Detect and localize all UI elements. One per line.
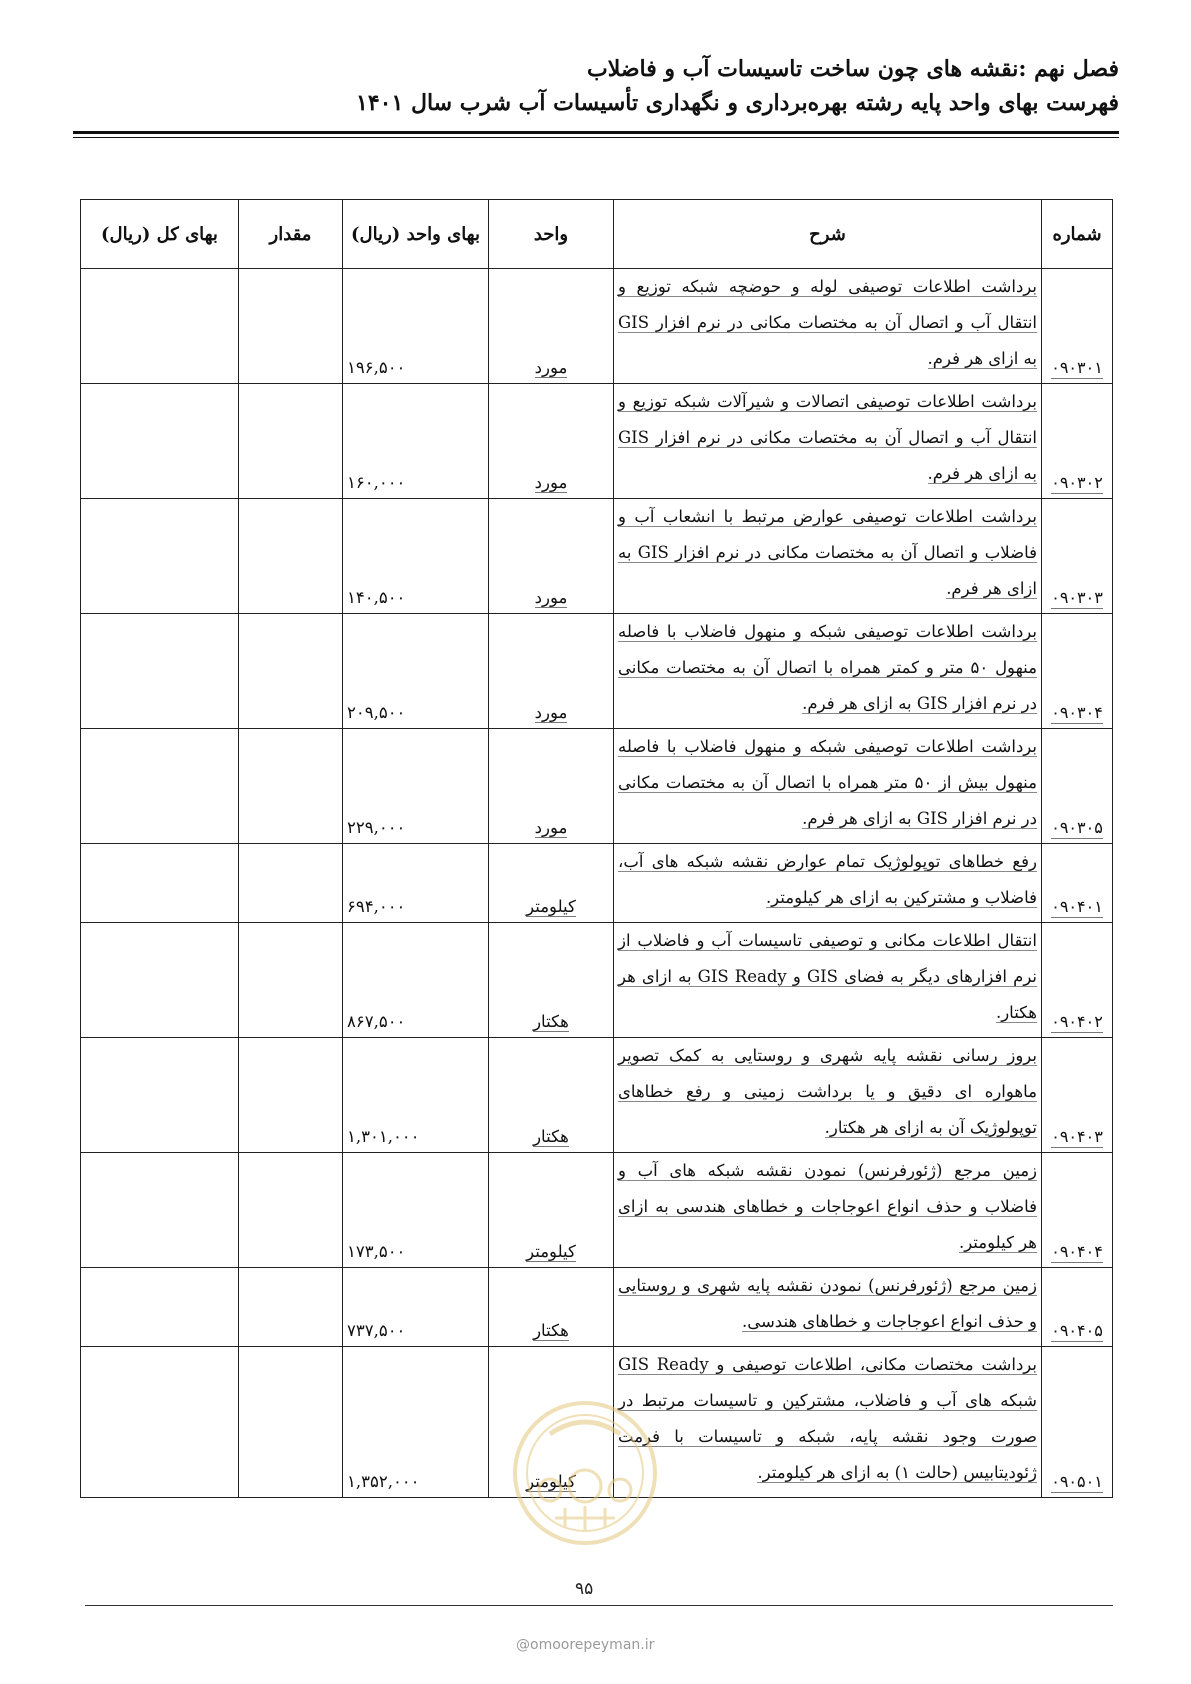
item-code: ۰۹۰۳۰۱ — [1051, 358, 1103, 377]
item-description-cell — [614, 1268, 1042, 1347]
item-description-cell — [614, 1347, 1042, 1498]
page-header — [73, 52, 1119, 120]
item-code: ۰۹۰۴۰۲ — [1051, 1012, 1103, 1031]
item-unit-price: ۲۰۹,۵۰۰ — [343, 614, 489, 729]
column-header-description: شرح — [614, 200, 1042, 269]
item-description-cell — [614, 384, 1042, 499]
table-row — [81, 844, 1113, 923]
item-quantity — [239, 499, 343, 614]
item-unit: کیلومتر — [526, 1242, 576, 1261]
item-code: ۰۹۰۳۰۵ — [1051, 818, 1103, 837]
item-unit-price: ۱,۳۵۲,۰۰۰ — [343, 1347, 489, 1498]
item-total-price — [81, 1347, 239, 1498]
item-description: زمین مرجع (ژئورفرنس) نمودن نقشه پایه شهری و روستایی و حذف انواع اعوجاجات و خطاهای هندسی. — [618, 1276, 1037, 1331]
item-quantity — [239, 844, 343, 923]
item-total-price — [81, 729, 239, 844]
table-row — [81, 1268, 1113, 1347]
item-unit: کیلومتر — [526, 897, 576, 916]
item-code-cell — [1042, 729, 1113, 844]
item-code-cell — [1042, 1153, 1113, 1268]
item-description: زمین مرجع (ژئورفرنس) نمودن نقشه شبکه های آب و فاضلاب و حذف انواع اعوجاجات و خطاهای هندسی به ازای هر کیلومتر. — [618, 1161, 1037, 1252]
item-unit-cell — [489, 614, 614, 729]
item-total-price — [81, 614, 239, 729]
table-row — [81, 614, 1113, 729]
table-row — [81, 729, 1113, 844]
item-unit: مورد — [534, 818, 568, 837]
column-header-unit: واحد — [489, 200, 614, 269]
item-unit: هکتار — [533, 1321, 569, 1340]
item-unit-price: ۱,۳۰۱,۰۰۰ — [343, 1038, 489, 1153]
header-rule-thin — [73, 137, 1119, 138]
item-total-price — [81, 844, 239, 923]
chapter-title: فصل نهم :نقشه های چون ساخت تاسیسات آب و فاضلاب — [587, 56, 1119, 82]
item-unit-price: ۱۹۶,۵۰۰ — [343, 269, 489, 384]
column-header-quantity: مقدار — [239, 200, 343, 269]
header-rule-thick — [73, 131, 1119, 134]
publisher-seal-logo — [510, 1398, 660, 1548]
item-quantity — [239, 1347, 343, 1498]
item-code: ۰۹۰۳۰۴ — [1051, 703, 1103, 722]
item-code-cell — [1042, 1347, 1113, 1498]
item-code-cell — [1042, 1038, 1113, 1153]
item-code: ۰۹۰۴۰۴ — [1051, 1242, 1103, 1261]
table-row — [81, 1153, 1113, 1268]
page-number: ۹۵ — [575, 1579, 594, 1599]
item-quantity — [239, 614, 343, 729]
item-quantity — [239, 923, 343, 1038]
item-unit-price: ۷۳۷,۵۰۰ — [343, 1268, 489, 1347]
item-unit-cell — [489, 499, 614, 614]
item-code: ۰۹۰۳۰۲ — [1051, 473, 1103, 492]
column-header-unit-price: بهای واحد (ریال) — [343, 200, 489, 269]
item-unit: مورد — [534, 588, 568, 607]
item-description: برداشت اطلاعات توصیفی شبکه و منهول فاضلاب با فاصله منهول بیش از ۵۰ متر همراه با اتصال آن به مختصات مکانی در نرم افزار GIS به ازای هر فرم. — [618, 737, 1037, 828]
item-total-price — [81, 499, 239, 614]
item-code: ۰۹۰۵۰۱ — [1051, 1472, 1103, 1491]
item-total-price — [81, 269, 239, 384]
item-unit-cell — [489, 1153, 614, 1268]
item-unit-price: ۱۴۰,۵۰۰ — [343, 499, 489, 614]
item-description: برداشت اطلاعات توصیفی عوارض مرتبط با انشعاب آب و فاضلاب و اتصال آن به مختصات مکانی در نرم افزار GIS به ازای هر فرم. — [618, 507, 1037, 598]
item-unit: کیلومتر — [526, 1472, 576, 1491]
item-description: برداشت مختصات مکانی، اطلاعات توصیفی و GIS Ready شبکه های آب و فاضلاب، مشترکین و تاسیسات مرتبط در صورت وجود نقشه پایه، شبکه و تاسیسات با فرمت ژئودیتابیس (حالت ۱) به ازای هر کیلومتر. — [618, 1355, 1037, 1482]
item-description-cell — [614, 499, 1042, 614]
item-description-cell — [614, 729, 1042, 844]
column-header-code: شماره — [1042, 200, 1113, 269]
item-description: رفع خطاهای توپولوژیک تمام عوارض نقشه شبکه های آب، فاضلاب و مشترکین به ازای هر کیلومتر. — [618, 852, 1037, 907]
table-row — [81, 499, 1113, 614]
website-watermark: @omoorepeyman.ir — [516, 1637, 655, 1653]
item-quantity — [239, 1038, 343, 1153]
item-unit: هکتار — [533, 1012, 569, 1031]
item-description-cell — [614, 269, 1042, 384]
item-unit-cell — [489, 1038, 614, 1153]
item-code-cell — [1042, 923, 1113, 1038]
item-quantity — [239, 1153, 343, 1268]
item-code: ۰۹۰۴۰۳ — [1051, 1127, 1103, 1146]
item-description-cell — [614, 1038, 1042, 1153]
item-code-cell — [1042, 384, 1113, 499]
table-row — [81, 384, 1113, 499]
item-total-price — [81, 923, 239, 1038]
item-description: برداشت اطلاعات توصیفی اتصالات و شیرآلات شبکه توزیع و انتقال آب و اتصال آن به مختصات مکانی در نرم افزار GIS به ازای هر فرم. — [618, 392, 1037, 483]
item-total-price — [81, 1153, 239, 1268]
table-row — [81, 923, 1113, 1038]
item-quantity — [239, 1268, 343, 1347]
table-header-row — [81, 200, 1113, 269]
table-row — [81, 269, 1113, 384]
item-quantity — [239, 384, 343, 499]
price-list-table — [80, 199, 1113, 1498]
item-unit-price: ۶۹۴,۰۰۰ — [343, 844, 489, 923]
item-description-cell — [614, 923, 1042, 1038]
item-code-cell — [1042, 499, 1113, 614]
item-unit-price: ۱۷۳,۵۰۰ — [343, 1153, 489, 1268]
item-quantity — [239, 729, 343, 844]
item-description: بروز رسانی نقشه پایه شهری و روستایی به کمک تصویر ماهواره ای دقیق و یا برداشت زمینی و رفع خطاهای توپولوژیک آن به ازای هر هکتار. — [618, 1046, 1037, 1137]
item-unit-cell — [489, 1268, 614, 1347]
item-unit-cell — [489, 729, 614, 844]
item-unit-cell — [489, 384, 614, 499]
item-description-cell — [614, 844, 1042, 923]
item-total-price — [81, 1038, 239, 1153]
item-quantity — [239, 269, 343, 384]
item-code-cell — [1042, 269, 1113, 384]
document-title: فهرست بهای واحد پایه رشته بهره‌برداری و نگهداری تأسیسات آب شرب سال ۱۴۰۱ — [356, 90, 1119, 116]
item-description: انتقال اطلاعات مکانی و توصیفی تاسیسات آب و فاضلاب از نرم افزارهای دیگر به فضای GIS و GIS Ready به ازای هر هکتار. — [618, 931, 1038, 1022]
item-total-price — [81, 1268, 239, 1347]
item-description-cell — [614, 1153, 1042, 1268]
item-description: برداشت اطلاعات توصیفی شبکه و منهول فاضلاب با فاصله منهول ۵۰ متر و کمتر همراه با اتصال آن به مختصات مکانی در نرم افزار GIS به ازای هر فرم. — [618, 622, 1037, 713]
item-code: ۰۹۰۴۰۱ — [1051, 897, 1103, 916]
item-unit: مورد — [534, 358, 568, 377]
column-header-total-price: بهای کل (ریال) — [81, 200, 239, 269]
item-unit: مورد — [534, 703, 568, 722]
item-unit-price: ۸۶۷,۵۰۰ — [343, 923, 489, 1038]
item-code: ۰۹۰۳۰۳ — [1051, 588, 1103, 607]
item-unit-cell — [489, 923, 614, 1038]
item-code-cell — [1042, 1268, 1113, 1347]
item-unit-price: ۲۲۹,۰۰۰ — [343, 729, 489, 844]
item-description-cell — [614, 614, 1042, 729]
footer-rule — [85, 1605, 1113, 1606]
item-unit-price: ۱۶۰,۰۰۰ — [343, 384, 489, 499]
item-unit: مورد — [534, 473, 568, 492]
item-description: برداشت اطلاعات توصیفی لوله و حوضچه شبکه توزیع و انتقال آب و اتصال آن به مختصات مکانی در نرم افزار GIS به ازای هر فرم. — [618, 277, 1037, 368]
item-code-cell — [1042, 614, 1113, 729]
item-unit-cell — [489, 269, 614, 384]
item-code: ۰۹۰۴۰۵ — [1051, 1321, 1103, 1340]
item-code-cell — [1042, 844, 1113, 923]
item-unit: هکتار — [533, 1127, 569, 1146]
item-total-price — [81, 384, 239, 499]
table-row — [81, 1038, 1113, 1153]
item-unit-cell — [489, 844, 614, 923]
